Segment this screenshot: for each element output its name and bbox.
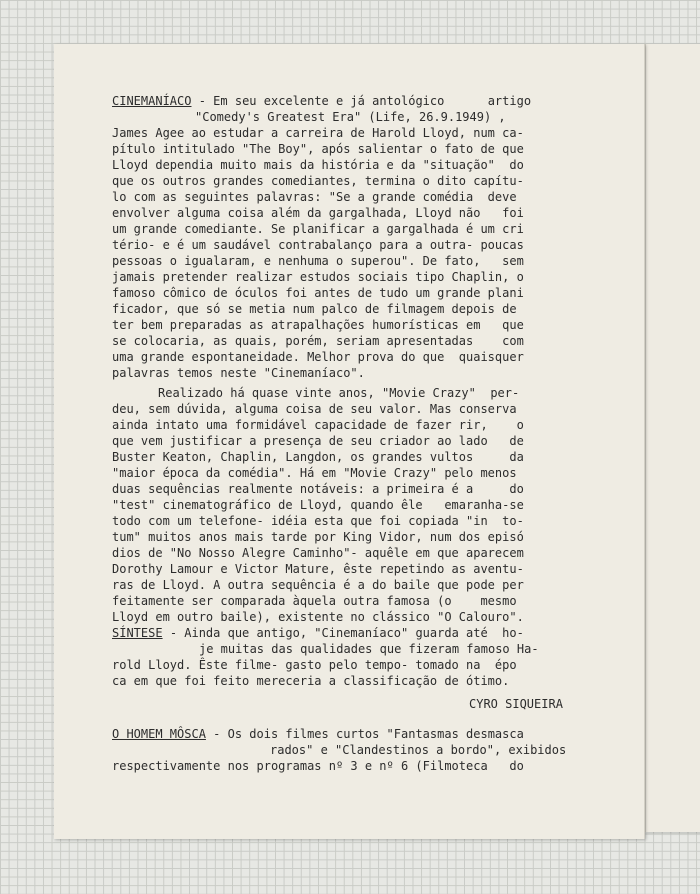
text-line: que os outros grandes comediantes, termina o dito capítu- [112, 174, 524, 188]
adjacent-page [645, 44, 700, 832]
text-line: duas sequências realmente notáveis: a primeira é a do [112, 482, 524, 496]
text-line: Dorothy Lamour e Victor Mature, êste repetindo as aventu- [112, 562, 524, 576]
text-line: Buster Keaton, Chaplin, Langdon, os grandes vultos da [112, 450, 524, 464]
text-line: Lloyd em outro baile), existente no clássico "O Calouro". [112, 610, 524, 624]
text-line: envolver alguma coisa além da gargalhada, Lloyd não foi [112, 206, 524, 220]
text-line: ter bem preparadas as atrapalhações humorísticas em que [112, 318, 524, 332]
text-line: ca em que foi feito mereceria a classificação de ótimo. [112, 674, 510, 688]
author-signature: CYRO SIQUEIRA [469, 697, 563, 711]
text-line: - Ainda que antigo, "Cinemaníaco" guarda até ho- [169, 626, 524, 640]
text-line: que vem justificar a presença de seu criador ao lado de [112, 434, 524, 448]
text-line: dios de "No Nosso Alegre Caminho"- aquêle em que aparecem [112, 546, 524, 560]
text-line: jamais pretender realizar estudos sociais tipo Chaplin, o [112, 270, 524, 284]
text-line: ficador, que só se metia num palco de filmagem depois de [112, 302, 517, 316]
typewritten-page [54, 44, 645, 839]
text-line: "maior época da comédia". Há em "Movie Crazy" pelo menos [112, 466, 517, 480]
text-line: "Comedy's Greatest Era" (Life, 26.9.1949) , [195, 110, 506, 124]
text-line: se colocaria, as quais, porém, seriam apresentadas com [112, 334, 524, 348]
page-text [54, 44, 644, 839]
section-heading-line [112, 726, 524, 742]
text-line: pítulo intitulado "The Boy", após salientar o fato de que [112, 142, 524, 156]
text-line: rados" e "Clandestinos a bordo", exibidos [270, 743, 567, 757]
section-title: SÍNTESE [112, 626, 163, 640]
text-line: todo com um telefone- idéia esta que foi copiada "in to- [112, 514, 524, 528]
text-line: famoso cômico de óculos foi antes de tudo um grande plani [112, 286, 524, 300]
text-line: lo com as seguintes palavras: "Se a grande comédia deve [112, 190, 517, 204]
text-line: palavras temos neste "Cinemaníaco". [112, 366, 365, 380]
section-heading-line [112, 93, 531, 109]
text-line: tum" muitos anos mais tarde por King Vidor, num dos episó [112, 530, 524, 544]
text-line: ras de Lloyd. A outra sequência é a do baile que pode per [112, 578, 524, 592]
text-line: rold Lloyd. Êste filme- gasto pelo tempo- tomado na épo [112, 658, 517, 672]
text-line: deu, sem dúvida, alguma coisa de seu valor. Mas conserva [112, 402, 517, 416]
text-line: James Agee ao estudar a carreira de Harold Lloyd, num ca- [112, 126, 524, 140]
section-title: CINEMANÍACO [112, 94, 192, 108]
text-line: uma grande espontaneidade. Melhor prova do que quaisquer [112, 350, 524, 364]
text-line: pessoas o igualaram, e nenhuma o superou". De fato, sem [112, 254, 524, 268]
text-line: ainda intato uma formidável capacidade de fazer rir, o [112, 418, 524, 432]
text-line: "test" cinematográfico de Lloyd, quando êle emaranha-se [112, 498, 524, 512]
text-line: um grande comediante. Se planificar a gargalhada é um cri [112, 222, 524, 236]
text-line: je muitas das qualidades que fizeram famoso Ha- [199, 642, 539, 656]
text-line: - Em seu excelente e já antológico artigo [198, 94, 532, 108]
text-line: - Os dois filmes curtos "Fantasmas desmasca [213, 727, 524, 741]
text-line: tério- e é um saudável contrabalanço para a outra- poucas [112, 238, 524, 252]
text-line: feitamente ser comparada àquela outra famosa (o mesmo [112, 594, 517, 608]
text-line: Lloyd dependia muito mais da história e da "situação" do [112, 158, 524, 172]
text-line: respectivamente nos programas nº 3 e nº 6 (Filmoteca do [112, 759, 524, 773]
text-line: Realizado há quase vinte anos, "Movie Crazy" per- [158, 386, 520, 400]
section-heading-line [112, 625, 524, 641]
section-title: O HOMEM MÔSCA [112, 727, 206, 741]
